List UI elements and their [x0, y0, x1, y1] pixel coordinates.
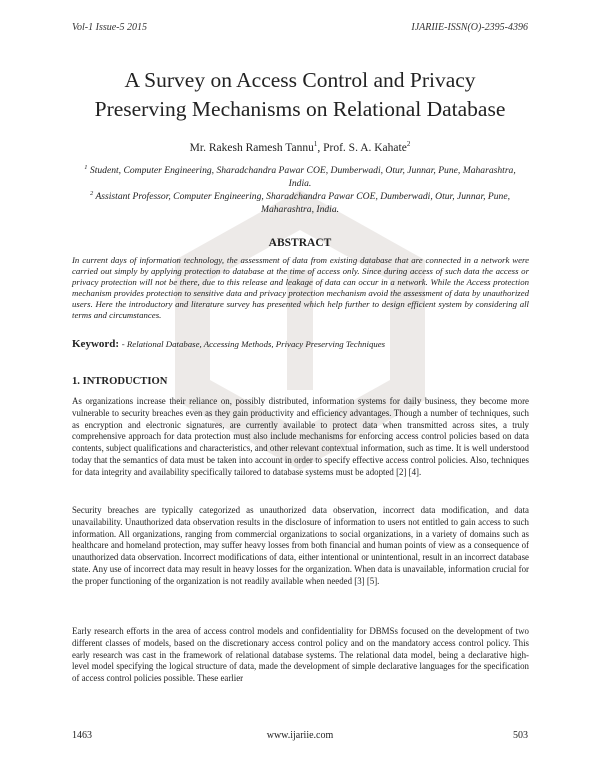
- author-2: , Prof. S. A. Kahate: [317, 141, 407, 154]
- affiliation-2-sup: 2: [89, 190, 94, 197]
- author-2-sup: 2: [406, 140, 411, 148]
- abstract-text: In current days of information technology, the assessment of data from existing database that are connected in a network were carried out simply by applying protection to database at the time of access only. Since during access of such data the access or privacy protection will not be there, due to this release and leakage of data can occur in a network. While the Access protection mechanism provides protection to sensitive data and privacy protection mechanism avoid the assessment of data by unauthorized users. Here the introductory and literature survey has presented which help further to design efficient system by considering all terms and circumstances.: [72, 255, 529, 320]
- keyword-label: Keyword:: [72, 338, 122, 350]
- abstract-heading: ABSTRACT: [268, 237, 332, 249]
- affiliation-1-sup: 1: [84, 164, 88, 171]
- author-1-sup: 1: [313, 140, 318, 148]
- authors: [60, 140, 540, 154]
- journal-volume: Vol-1 Issue-5 2015: [72, 22, 147, 33]
- keywords: [72, 338, 532, 350]
- footer-paper-id: 1463: [72, 730, 92, 741]
- author-1: Mr. Rakesh Ramesh Tannu: [189, 141, 314, 154]
- paper-title: [40, 66, 560, 124]
- affiliation-1-text: Student, Computer Engineering, Sharadchandra Pawar COE, Dumberwadi, Otur, Junnar, Pune, Maharashtra, India.: [87, 165, 516, 189]
- paragraph-3: Early research efforts in the area of access control models and confidentiality for DBMSs focused on the development of two different classes of models, based on the discretionary access control policy and on the mandatory access control policy. This early research was cast in the framework of relational database systems. The relational data model, being a declarative high-level model specifying the logical structure of data, made the development of simple declarative languages for the specification of access control policies possible. These earlier: [72, 626, 529, 684]
- footer-page-number: 503: [513, 730, 528, 741]
- affiliation-2-text: Assistant Professor, Computer Engineering, Sharadchandra Pawar COE, Dumberwadi, Otur, Junnar, Pune, Maharashtra, India.: [93, 191, 511, 215]
- affiliation-1: [78, 162, 522, 190]
- section-heading: 1. INTRODUCTION: [72, 376, 168, 387]
- title-line-2: Preserving Mechanisms on Relational Database: [94, 97, 506, 121]
- paragraph-2: Security breaches are typically categorized as unauthorized data observation, incorrect data modification, and data unavailability. Unauthorized data observation results in the disclosure of information to users not entitled to gain access to such information. All organizations, ranging from commercial organizations to social organizations, in a variety of domains such as healthcare and homeland protection, may suffer heavy losses from both financial and human points of view as a consequence of unauthorized data observation. Incorrect modifications of data, either intentional or unintentional, result in an incorrect database state. Any use of incorrect data may result in heavy losses for the organization. When data is unavailable, information crucial for the proper functioning of the organization is not readily available when needed [3] [5].: [72, 505, 529, 586]
- journal-issn: IJARIIE-ISSN(O)-2395-4396: [411, 22, 528, 33]
- title-line-1: A Survey on Access Control and Privacy: [124, 68, 476, 92]
- paragraph-1: As organizations increase their reliance on, possibly distributed, information systems for daily business, they become more vulnerable to security breaches even as they gain productivity and efficiency advantages. Though a number of techniques, such as encryption and electronic signatures, are currently available to protect data when transmitted across sites, a truly comprehensive approach for data protection must also include mechanisms for enforcing access control policies based on data contents, subject qualifications and characteristics, and other relevant contextual information, such as time. It is well understood today that the semantics of data must be taken into account in order to specify effective access control policies. Also, techniques for data integrity and availability specifically tailored to database systems must be adopted [2] [4].: [72, 396, 529, 477]
- footer-website: www.ijariie.com: [266, 730, 334, 741]
- affiliation-2: [78, 188, 522, 216]
- keyword-list: - Relational Database, Accessing Methods, Privacy Preserving Techniques: [121, 339, 386, 349]
